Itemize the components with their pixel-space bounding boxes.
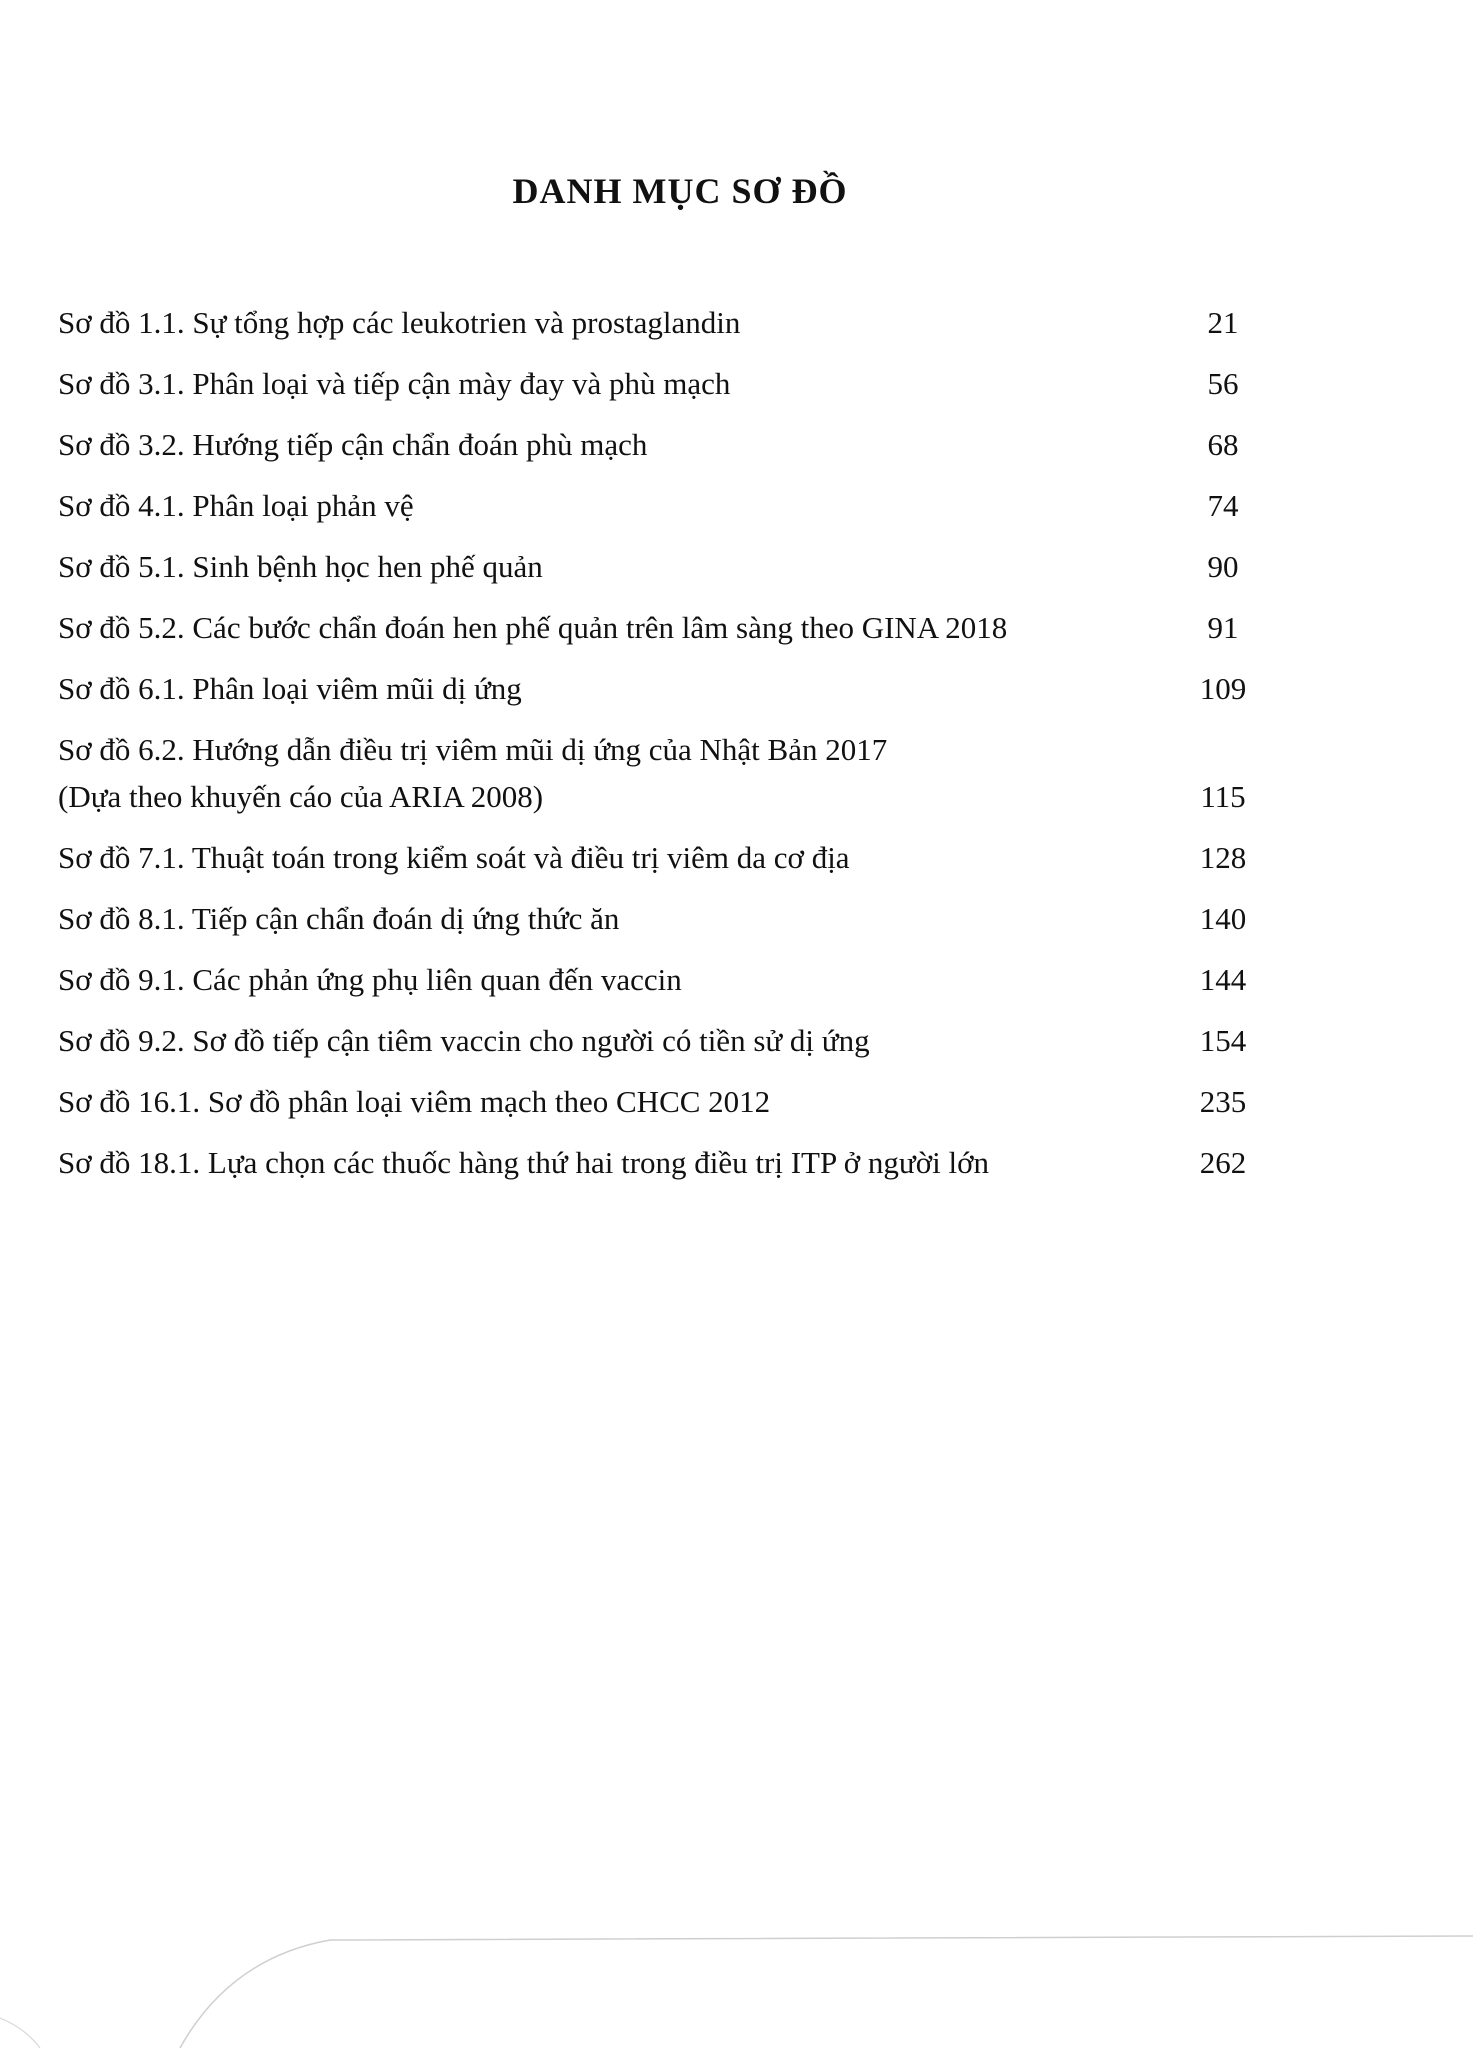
toc-entry-label: Sơ đồ 9.1. Các phản ứng phụ liên quan đến vaccin — [58, 962, 682, 997]
toc-entry — [58, 475, 1268, 536]
toc-entry-label-line2: (Dựa theo khuyến cáo của ARIA 2008) — [58, 779, 544, 814]
toc-entry — [58, 719, 1268, 827]
toc-entry-label: Sơ đồ 18.1. Lựa chọn các thuốc hàng thứ hai trong điều trị ITP ở người lớn — [58, 1145, 989, 1180]
diagram-list — [58, 292, 1268, 1193]
toc-entry — [58, 1132, 1268, 1193]
toc-entry-label: Sơ đồ 3.2. Hướng tiếp cận chẩn đoán phù mạch — [58, 427, 648, 462]
toc-entry-page: 115 — [1200, 779, 1246, 814]
toc-entry — [58, 888, 1268, 949]
toc-entry-page: 68 — [1207, 427, 1239, 462]
paper-edge-decoration — [0, 1918, 1473, 2048]
toc-entry-page: 128 — [1199, 840, 1247, 875]
toc-entry-page: 235 — [1199, 1084, 1247, 1119]
toc-entry-label: Sơ đồ 7.1. Thuật toán trong kiểm soát và điều trị viêm da cơ địa — [58, 840, 850, 875]
toc-entry-page: 91 — [1207, 610, 1239, 645]
toc-entry-label: Sơ đồ 6.1. Phân loại viêm mũi dị ứng — [58, 671, 522, 706]
toc-entry-label: Sơ đồ 16.1. Sơ đồ phân loại viêm mạch theo CHCC 2012 — [58, 1084, 771, 1119]
toc-entry-label: Sơ đồ 3.1. Phân loại và tiếp cận mày đay và phù mạch — [58, 366, 731, 401]
toc-entry — [58, 1010, 1268, 1071]
toc-entry — [58, 658, 1268, 719]
page-title: DANH MỤC SƠ ĐỒ — [512, 171, 848, 211]
toc-entry-label: Sơ đồ 5.1. Sinh bệnh học hen phế quản — [58, 549, 543, 584]
toc-entry — [58, 597, 1268, 658]
toc-entry-page: 109 — [1199, 671, 1247, 706]
toc-entry-page: 154 — [1199, 1023, 1247, 1058]
toc-entry — [58, 292, 1268, 353]
toc-entry-label: Sơ đồ 9.2. Sơ đồ tiếp cận tiêm vaccin cho người có tiền sử dị ứng — [58, 1023, 870, 1058]
toc-entry — [58, 353, 1268, 414]
toc-entry — [58, 949, 1268, 1010]
toc-entry-page: 56 — [1207, 366, 1239, 401]
toc-entry-label: Sơ đồ 6.2. Hướng dẫn điều trị viêm mũi dị ứng của Nhật Bản 2017 — [58, 732, 888, 767]
toc-entry-label: Sơ đồ 4.1. Phân loại phản vệ — [58, 488, 414, 523]
toc-entry — [58, 1071, 1268, 1132]
toc-entry — [58, 827, 1268, 888]
toc-entry-page: 90 — [1207, 549, 1239, 584]
toc-entry-label: Sơ đồ 8.1. Tiếp cận chẩn đoán dị ứng thức ăn — [58, 901, 620, 936]
toc-entry-page: 21 — [1207, 305, 1239, 340]
toc-entry-label: Sơ đồ 1.1. Sự tổng hợp các leukotrien và prostaglandin — [58, 305, 741, 340]
toc-entry-page: 144 — [1199, 962, 1247, 997]
toc-entry-page: 140 — [1199, 901, 1247, 936]
toc-entry-page: 262 — [1199, 1145, 1247, 1180]
toc-entry-label: Sơ đồ 5.2. Các bước chẩn đoán hen phế quản trên lâm sàng theo GINA 2018 — [58, 610, 1008, 645]
toc-entry — [58, 536, 1268, 597]
toc-entry-page: 74 — [1207, 488, 1239, 523]
toc-entry — [58, 414, 1268, 475]
